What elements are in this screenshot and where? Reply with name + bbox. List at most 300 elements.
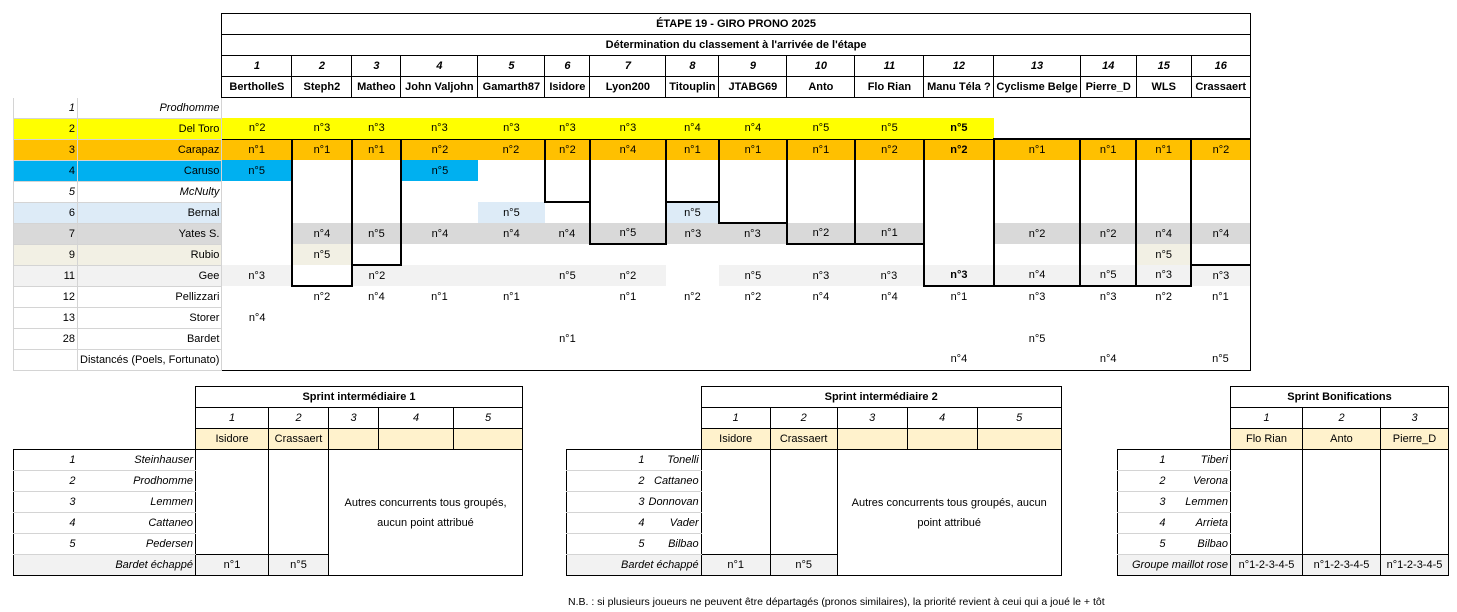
pick-cell — [1080, 328, 1136, 349]
pick-cell — [292, 307, 352, 328]
pick-cell — [401, 202, 478, 223]
pick-cell: n°1 — [431, 290, 448, 303]
sprint-extra-row — [1118, 555, 1449, 576]
pick-cell — [787, 328, 855, 349]
pick-cell — [1191, 160, 1250, 181]
sprint-column-number: 4 — [379, 408, 454, 429]
rider-name: Gee — [78, 265, 222, 286]
rider-name: Pellizzari — [78, 286, 222, 307]
rider-position: 13 — [14, 307, 78, 328]
sprint-rider-name: Bilbao — [647, 534, 702, 555]
pick-cell — [292, 160, 352, 181]
sprint-1-table — [13, 386, 523, 576]
pick-cell — [719, 307, 787, 328]
rider-position: 4 — [14, 160, 78, 181]
pick-cell — [787, 98, 855, 119]
sprint-column-number: 3 — [1381, 408, 1449, 429]
pick-cell: n°3 — [478, 118, 545, 139]
pick-cell — [292, 265, 352, 286]
sprint-extra-pick: n°1-2-3-4-5 — [1381, 555, 1449, 576]
player-name: Matheo — [352, 77, 401, 98]
pick-cell — [222, 349, 292, 370]
pick-cell: n°5 — [924, 118, 994, 139]
sprint-2-table — [566, 386, 1062, 576]
sprint-rider-position: 5 — [567, 534, 647, 555]
pick-cell — [787, 202, 855, 223]
rider-row — [14, 328, 1251, 349]
pick-cell — [787, 181, 855, 202]
pick-cell — [478, 328, 545, 349]
pick-cell — [855, 328, 924, 349]
sprint-player — [907, 429, 977, 450]
pick-cell — [924, 202, 994, 223]
stage-subtitle: Détermination du classement à l'arrivée de l'étape — [222, 35, 1250, 56]
sprint-rider-name: Vader — [647, 513, 702, 534]
rider-row — [14, 160, 1251, 181]
pick-cell: n°3 — [719, 223, 787, 244]
pick-cell — [590, 349, 666, 370]
pick-cell — [1136, 202, 1191, 223]
pick-cell: n°1 — [1136, 139, 1191, 160]
pick-cell — [352, 202, 401, 223]
sprint-empty-col — [770, 450, 837, 555]
pick-cell — [666, 307, 719, 328]
player-number: 9 — [719, 56, 787, 77]
rider-position: 3 — [14, 139, 78, 160]
pick-cell: n°5 — [855, 118, 924, 139]
sprint-cell — [1381, 471, 1449, 492]
sprint-rider-position: 2 — [1118, 471, 1168, 492]
pick-cell — [666, 160, 719, 181]
player-number: 7 — [590, 56, 666, 77]
rider-position: 11 — [14, 265, 78, 286]
sprint-rider-position: 1 — [1118, 450, 1168, 471]
pick-cell — [292, 349, 352, 370]
pick-cell — [855, 307, 924, 328]
stage-ranking-table — [13, 13, 1251, 371]
sprint-cell — [1231, 534, 1303, 555]
player-number: 8 — [666, 56, 719, 77]
sprint-cell — [1381, 492, 1449, 513]
pick-cell: n°5 — [478, 202, 545, 223]
sprint-player: Crassaert — [269, 429, 329, 450]
sprint-extra-pick: n°1-2-3-4-5 — [1231, 555, 1303, 576]
player-number: 16 — [1191, 56, 1250, 77]
pick-cell — [666, 349, 719, 370]
sprint-rider-row — [1118, 492, 1449, 513]
sprint-cell — [1303, 450, 1381, 471]
sprint-rider-position: 5 — [14, 534, 78, 555]
rider-position: 28 — [14, 328, 78, 349]
sprint-rider-name: Cattaneo — [647, 471, 702, 492]
pick-cell — [719, 349, 787, 370]
sprint-player: Isidore — [196, 429, 269, 450]
sprint-extra-label: Bardet échappé — [567, 555, 702, 576]
sprint-title: Sprint intermédiaire 1 — [196, 387, 523, 408]
pick-cell: n°3 — [590, 118, 666, 139]
pick-cell: n°4 — [881, 290, 898, 303]
player-name: Crassaert — [1191, 77, 1250, 98]
rider-row — [14, 265, 1251, 286]
sprint-rider-position: 3 — [14, 492, 78, 513]
rider-position — [14, 349, 78, 370]
pick-cell — [924, 328, 994, 349]
player-number: 6 — [545, 56, 590, 77]
sprint-cell — [1231, 471, 1303, 492]
pick-cell — [545, 181, 590, 202]
sprint-rider-name: Lemmen — [78, 492, 196, 513]
sprint-column-number: 4 — [907, 408, 977, 429]
sprint-note: Autres concurrents tous groupés, aucun point attribué — [837, 450, 1061, 576]
pick-cell: n°4 — [590, 139, 666, 160]
sprint-player — [454, 429, 523, 450]
pick-cell — [855, 98, 924, 119]
rider-name: Prodhomme — [78, 98, 222, 119]
pick-cell: n°3 — [1191, 265, 1250, 286]
pick-cell — [1080, 181, 1136, 202]
pick-cell — [1080, 118, 1136, 139]
rider-row — [14, 286, 1251, 307]
player-number: 15 — [1136, 56, 1191, 77]
pick-cell — [1080, 244, 1136, 265]
pick-cell — [352, 181, 401, 202]
player-number: 10 — [787, 56, 855, 77]
rider-name: Rubio — [78, 244, 222, 265]
pick-cell — [994, 118, 1080, 139]
pick-cell: n°1 — [619, 290, 637, 303]
stage-title: ÉTAPE 19 - GIRO PRONO 2025 — [222, 14, 1250, 35]
pick-cell: n°5 — [401, 160, 478, 181]
pick-cell — [787, 244, 855, 265]
sprint-rider-position: 2 — [567, 471, 647, 492]
pick-cell: n°3 — [352, 118, 401, 139]
sprint-cell — [1303, 534, 1381, 555]
pick-cell: n°2 — [1191, 139, 1250, 160]
footnote: N.B. : si plusieurs joueurs ne peuvent être départagés (pronos similaires), la priorité revient à ceui qui a joué le + tôt — [568, 596, 1105, 608]
player-number: 3 — [352, 56, 401, 77]
rider-name: Distancés (Poels, Fortunato) — [78, 349, 222, 370]
sprint-cell — [1381, 513, 1449, 534]
pick-cell — [222, 98, 292, 119]
sprint-rider-name: Lemmen — [1168, 492, 1231, 513]
pick-cell: n°2 — [684, 290, 701, 303]
pick-cell — [994, 98, 1080, 119]
pick-cell: n°2 — [478, 139, 545, 160]
pick-cell — [1136, 160, 1191, 181]
pick-cell: n°3 — [855, 265, 924, 286]
pick-cell: n°5 — [666, 202, 719, 223]
sprint-cell — [1381, 450, 1449, 471]
player-name: Steph2 — [292, 77, 352, 98]
player-number: 12 — [924, 56, 994, 77]
pick-cell — [666, 328, 719, 349]
pick-cell: n°2 — [1155, 291, 1173, 303]
rider-name: Yates S. — [78, 223, 222, 244]
rider-row — [14, 349, 1251, 370]
sprint-column-number: 3 — [837, 408, 907, 429]
pick-cell: n°1 — [352, 139, 401, 160]
sprint-rider-name: Arrieta — [1168, 513, 1231, 534]
pick-cell — [590, 328, 666, 349]
pick-cell: n°4 — [719, 118, 787, 139]
sprint-rider-name: Tonelli — [647, 450, 702, 471]
pick-cell: n°4 — [1080, 349, 1136, 370]
pick-cell — [787, 307, 855, 328]
pick-cell: n°3 — [666, 223, 719, 244]
rider-row — [14, 98, 1251, 119]
sprint-column-number: 2 — [269, 408, 329, 429]
sprint-rider-name: Verona — [1168, 471, 1231, 492]
pick-cell: n°1 — [950, 291, 968, 303]
pick-cell — [478, 265, 545, 286]
pick-cell — [719, 244, 787, 265]
player-name: Titouplin — [666, 77, 719, 98]
pick-cell — [1136, 98, 1191, 119]
pick-cell — [292, 328, 352, 349]
pick-cell — [855, 202, 924, 223]
pick-cell — [855, 181, 924, 202]
pick-cell: n°2 — [787, 223, 855, 244]
player-name: Gamarth87 — [478, 77, 545, 98]
pick-cell — [401, 349, 478, 370]
pick-cell — [590, 160, 666, 181]
pick-cell: n°1 — [666, 139, 719, 160]
pick-cell — [666, 181, 719, 202]
rider-name: McNulty — [78, 181, 222, 202]
sprint-note: Autres concurrents tous groupés, aucun point attribué — [329, 450, 523, 576]
sprint-rider-name: Steinhauser — [78, 450, 196, 471]
pick-cell: n°2 — [313, 291, 331, 303]
player-name: WLS — [1136, 77, 1191, 98]
sprint-rider-row — [1118, 471, 1449, 492]
pick-cell — [401, 98, 478, 119]
pick-cell — [924, 244, 994, 265]
pick-cell — [1136, 181, 1191, 202]
rider-position: 6 — [14, 202, 78, 223]
pick-cell — [924, 98, 994, 119]
rider-position: 1 — [14, 98, 78, 119]
sprint-rider-position: 4 — [1118, 513, 1168, 534]
pick-cell: n°2 — [352, 265, 401, 286]
rider-position: 7 — [14, 223, 78, 244]
pick-cell — [666, 244, 719, 265]
sprint-cell — [1303, 513, 1381, 534]
pick-cell: n°4 — [292, 223, 352, 244]
pick-cell — [352, 328, 401, 349]
rider-row — [14, 181, 1251, 202]
pick-cell — [590, 181, 666, 202]
sprint-extra-label: Bardet échappé — [14, 555, 196, 576]
pick-cell — [352, 307, 401, 328]
rider-name: Carapaz — [78, 139, 222, 160]
sprint-column-number: 1 — [196, 408, 269, 429]
sprint-title: Sprint Bonifications — [1231, 387, 1449, 408]
pick-cell — [994, 181, 1080, 202]
pick-cell — [478, 244, 545, 265]
rider-row — [14, 244, 1251, 265]
pick-cell — [719, 181, 787, 202]
rider-row — [14, 307, 1251, 328]
pick-cell: n°4 — [545, 223, 590, 244]
pick-cell: n°5 — [1191, 349, 1250, 370]
pick-cell: n°4 — [368, 290, 385, 303]
rider-position: 12 — [14, 286, 78, 307]
pick-cell: n°5 — [292, 244, 352, 265]
sprint-player — [379, 429, 454, 450]
pick-cell — [222, 202, 292, 223]
sprint-column-number: 2 — [1303, 408, 1381, 429]
pick-cell — [924, 223, 994, 244]
pick-cell — [590, 202, 666, 223]
pick-cell — [545, 202, 590, 223]
pick-cell — [1080, 160, 1136, 181]
sprint-rider-name: Donnovan — [647, 492, 702, 513]
pick-cell — [352, 349, 401, 370]
pick-cell — [401, 244, 478, 265]
sprint-extra-pick: n°5 — [269, 555, 329, 576]
pick-cell — [292, 181, 352, 202]
pick-cell — [994, 307, 1080, 328]
pick-cell — [1136, 349, 1191, 370]
pick-cell — [401, 265, 478, 286]
rider-position: 5 — [14, 181, 78, 202]
pick-cell — [1191, 202, 1250, 223]
pick-cell: n°1 — [292, 139, 352, 160]
pick-cell — [352, 244, 401, 265]
sprint-rider-position: 1 — [567, 450, 647, 471]
pick-cell — [401, 328, 478, 349]
pick-cell — [292, 98, 352, 119]
player-name: John Valjohn — [401, 77, 478, 98]
pick-cell: n°2 — [924, 139, 994, 160]
sprint-cell — [1231, 492, 1303, 513]
pick-cell — [1080, 202, 1136, 223]
pick-cell — [855, 244, 924, 265]
pick-cell — [994, 202, 1080, 223]
sprint-rider-position: 1 — [14, 450, 78, 471]
rider-name: Bardet — [78, 328, 222, 349]
sprint-cell — [1231, 450, 1303, 471]
pick-cell — [994, 349, 1080, 370]
sprint-empty-col — [196, 450, 269, 555]
sprint-empty-col — [701, 450, 770, 555]
pick-cell — [666, 98, 719, 119]
sprint-column-number: 1 — [701, 408, 770, 429]
sprint-extra-pick: n°1 — [196, 555, 269, 576]
sprint-cell — [1231, 513, 1303, 534]
sprint-player: Anto — [1303, 429, 1381, 450]
player-name: Anto — [787, 77, 855, 98]
pick-cell — [1191, 328, 1250, 349]
pick-cell: n°2 — [855, 139, 924, 160]
pick-cell — [1136, 118, 1191, 139]
sprint-rider-row — [14, 450, 523, 471]
pick-cell — [666, 265, 719, 286]
player-number: 14 — [1080, 56, 1136, 77]
sprint-rider-name: Bilbao — [1168, 534, 1231, 555]
sprint-player — [329, 429, 379, 450]
sprint-rider-row — [1118, 450, 1449, 471]
pick-cell — [787, 349, 855, 370]
player-name: BertholleS — [222, 77, 292, 98]
pick-cell: n°2 — [222, 118, 292, 139]
pick-cell — [222, 223, 292, 244]
sprint-rider-position: 3 — [1118, 492, 1168, 513]
sprint-player: Flo Rian — [1231, 429, 1303, 450]
player-name: Lyon200 — [590, 77, 666, 98]
pick-cell: n°4 — [478, 223, 545, 244]
pick-cell — [478, 98, 545, 119]
pick-cell: n°4 — [1136, 223, 1191, 244]
pick-cell: n°3 — [292, 118, 352, 139]
pick-cell: n°3 — [1136, 265, 1191, 286]
pick-cell: n°3 — [924, 265, 994, 286]
sprint-empty-col — [269, 450, 329, 555]
sprint-cell — [1381, 534, 1449, 555]
rider-name: Caruso — [78, 160, 222, 181]
pick-cell: n°5 — [352, 223, 401, 244]
pick-cell: n°2 — [545, 139, 590, 160]
pick-cell — [719, 328, 787, 349]
pick-cell: n°4 — [248, 311, 266, 324]
sprint-column-number: 5 — [977, 408, 1061, 429]
rider-row — [14, 139, 1251, 160]
pick-cell: n°2 — [994, 223, 1080, 244]
sprint-rider-name: Tiberi — [1168, 450, 1231, 471]
pick-cell: n°4 — [401, 223, 478, 244]
sprint-extra-pick: n°5 — [770, 555, 837, 576]
rider-row — [14, 202, 1251, 223]
pick-cell — [1191, 307, 1250, 328]
sprint-rider-position: 3 — [567, 492, 647, 513]
pick-cell — [545, 160, 590, 181]
player-number: 2 — [292, 56, 352, 77]
pick-cell: n°3 — [1099, 291, 1117, 303]
player-number: 11 — [855, 56, 924, 77]
pick-cell: n°4 — [666, 118, 719, 139]
pick-cell: n°1 — [503, 290, 520, 303]
rider-name: Storer — [78, 307, 222, 328]
pick-cell: n°5 — [545, 265, 590, 286]
sprint-player: Isidore — [701, 429, 770, 450]
sprint-rider-row — [1118, 534, 1449, 555]
sprint-column-number: 1 — [1231, 408, 1303, 429]
pick-cell — [590, 98, 666, 119]
pick-cell — [590, 307, 666, 328]
pick-cell — [1191, 98, 1250, 119]
pick-cell: n°1 — [855, 223, 924, 244]
pick-cell — [545, 307, 590, 328]
pick-cell: n°1 — [559, 332, 576, 345]
pick-cell: n°2 — [744, 290, 762, 303]
sprint-title: Sprint intermédiaire 2 — [701, 387, 1061, 408]
pick-cell — [924, 181, 994, 202]
pick-cell — [1191, 181, 1250, 202]
pick-cell — [1080, 98, 1136, 119]
pick-cell: n°3 — [1028, 291, 1046, 303]
pick-cell — [352, 160, 401, 181]
pick-cell: n°2 — [1080, 223, 1136, 244]
pick-cell — [924, 160, 994, 181]
pick-cell: n°2 — [401, 139, 478, 160]
sprint-player: Crassaert — [770, 429, 837, 450]
pick-cell — [222, 286, 292, 307]
pick-cell: n°2 — [590, 265, 666, 286]
pick-cell: n°4 — [924, 349, 994, 370]
player-number: 1 — [222, 56, 292, 77]
rider-name: Del Toro — [78, 118, 222, 139]
sprint-rider-row — [1118, 513, 1449, 534]
